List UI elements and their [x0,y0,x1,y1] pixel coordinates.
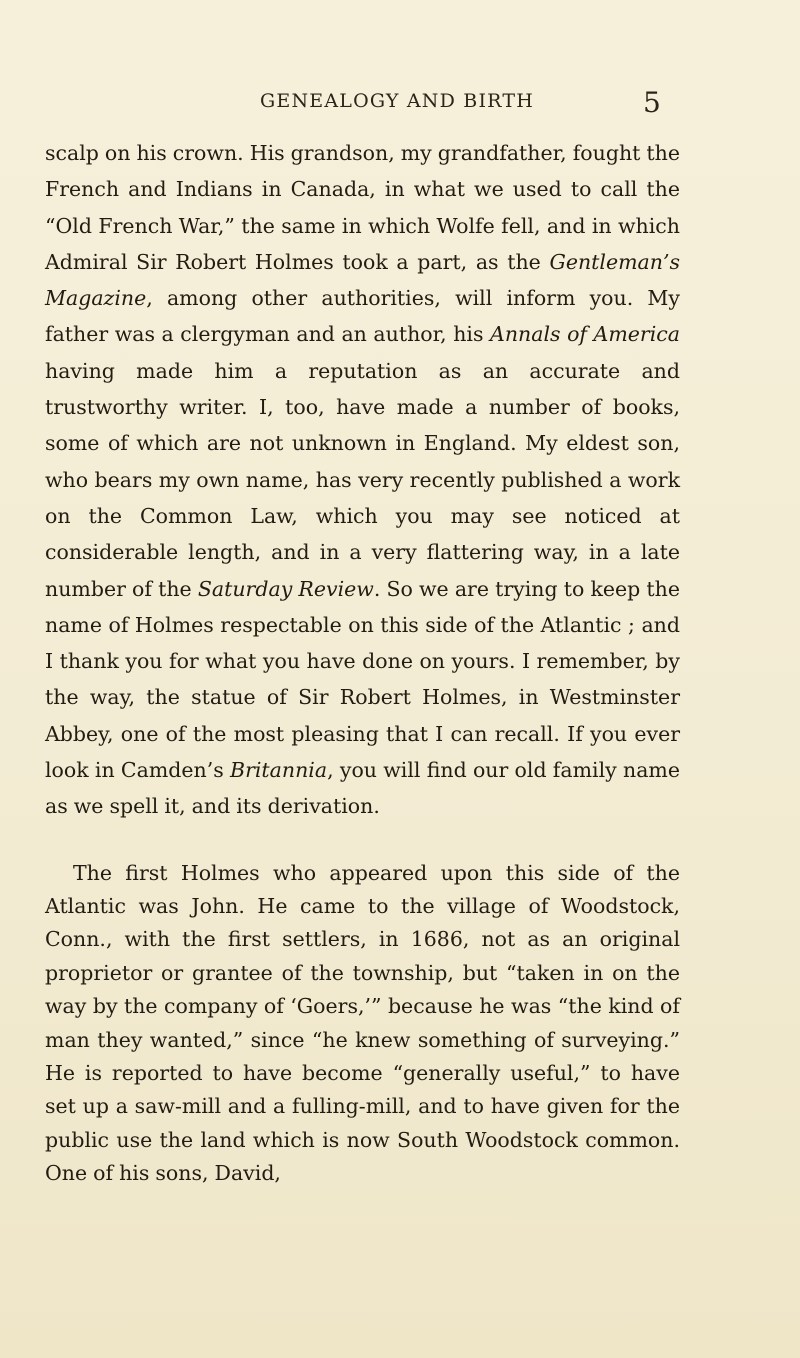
paragraph-1-text: . So we are trying to keep the name of Holmes respectable on this side of the Atlantic ; and I thank you for what you have done on yours. I remember, by the way, the statue of Sir Robert Holmes, in Westminster Abbey, one of the most pleasing that I can recall. If you ever look in Camden’s [45,576,681,783]
paragraph-1-text: having made him a reputation as an accurate and trustworthy writer. I, too, have made a number of books, some of which are not unknown in England. My eldest son, who bears my own name, has very recently published a work on the Common Law, which you may see noticed at considerable length, and in a very flattering way, in a late number of the [45,358,680,601]
paragraph-1 [45,135,680,825]
paragraph-2: The first Holmes who appeared upon this side of the Atlantic was John. He came to the village of Woodstock, Conn., with the first settlers, in 1686, not as an original proprietor or grantee of the township, but “taken in on the way by the company of ‘Goers,’” because he was “the kind of man they wanted,” since “he knew something of surveying.” He is reported to have become “generally useful,” to have set up a saw-mill and a fulling-mill, and to have given for the public use the land which is now South Woodstock common. One of his sons, David, [45,860,680,1186]
paragraph-1-text: scalp on his crown. His grandson, my grandfather, fought the French and Indians in Canada, in what we used to call the “Old French War,” the same in which Wolfe fell, and in which Admiral Sir Robert Holmes took a part, as the [45,141,680,274]
page-header [0,86,800,126]
running-head: GENEALOGY AND BIRTH [260,90,534,112]
paragraph-1-text: , among other authorities, will inform you. My father was a clergyman and an author, his [45,286,680,347]
paragraph-1-text: , you will find our old family name as we spell it, and its derivation. [45,758,680,819]
italic-title-gentlemans-magazine: Gentleman’s Magazine [45,249,680,311]
page-number: 5 [643,86,661,119]
italic-title-britannia: Britannia [230,758,328,783]
italic-title-saturday-review: Saturday Review [197,576,374,601]
body-text [45,135,680,1191]
italic-title-annals-of-america: Annals of America [490,322,680,347]
